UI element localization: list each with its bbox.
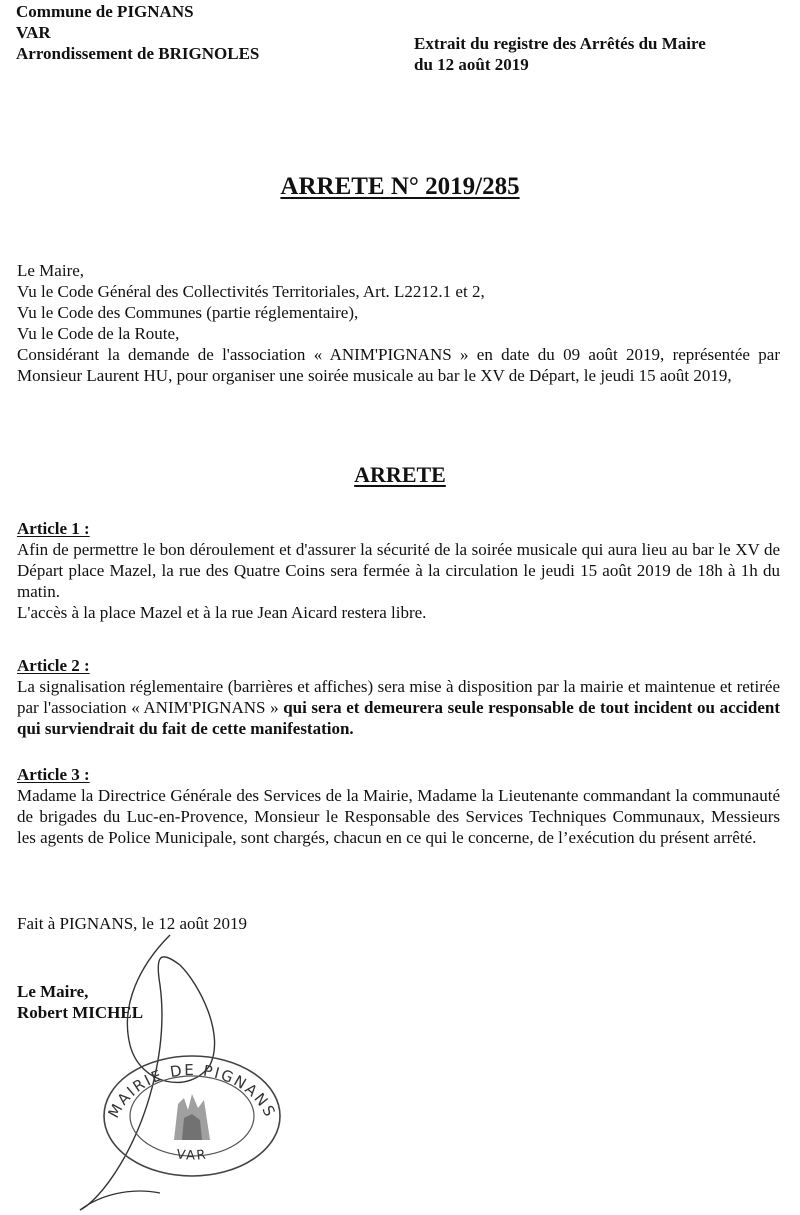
extract-line-1: Extrait du registre des Arrêtés du Maire bbox=[414, 34, 706, 53]
article-3 bbox=[17, 764, 780, 848]
extract-line-2: du 12 août 2019 bbox=[414, 55, 529, 74]
preamble-line-3: Vu le Code des Communes (partie réglementaire), bbox=[17, 303, 359, 322]
article-2-text-bold: qui sera et demeurera seule responsable de tout incident ou accident qui surviendrait du fait de cette manifestation. bbox=[17, 698, 780, 738]
article-2-text-plain: La signalisation réglementaire (barrières et affiches) sera mise à disposition par la mairie et maintenue et retirée par l'association « ANIM'PIGNANS » bbox=[17, 677, 780, 717]
svg-text:VAR bbox=[176, 1147, 209, 1163]
stamp-top-text: MAIRIE DE PIGNANS bbox=[104, 1060, 280, 1121]
preamble-line-4: Vu le Code de la Route, bbox=[17, 324, 180, 343]
preamble bbox=[17, 260, 780, 386]
article-3-title: Article 3 : bbox=[17, 765, 90, 784]
article-1 bbox=[17, 518, 780, 623]
preamble-considering: Considérant la demande de l'association « ANIM'PIGNANS » en date du 09 août 2019, représentée par Monsieur Laurent HU, pour organiser une soirée musicale au bar le XV de Départ, le jeudi 15 août 2019, bbox=[17, 345, 780, 385]
article-2-text bbox=[17, 676, 780, 739]
commune-name: Commune de PIGNANS bbox=[16, 2, 194, 21]
preamble-line-2: Vu le Code Général des Collectivités Territoriales, Art. L2212.1 et 2, bbox=[17, 282, 485, 301]
article-3-text: Madame la Directrice Générale des Services de la Mairie, Madame la Lieutenante commandant la communauté de brigades du Luc-en-Provence, Monsieur le Responsable des Services Techniques Communaux, Messieurs les agents de Police Municipale, sont chargés, chacun en ce qui le concerne, de l’exécution du présent arrêté. bbox=[17, 786, 780, 847]
article-1-text: Afin de permettre le bon déroulement et d'assurer la sécurité de la soirée musicale qui aura lieu au bar le XV de Départ place Mazel, la rue des Quatre Coins sera fermée à la circulation le jeudi 15 août 2019 de 18h à 1h du matin. bbox=[17, 540, 780, 601]
register-extract-header bbox=[414, 33, 706, 75]
article-2 bbox=[17, 655, 780, 739]
preamble-line-1: Le Maire, bbox=[17, 261, 85, 280]
section-heading bbox=[0, 462, 800, 488]
stamp-bottom-text: VAR bbox=[175, 1147, 209, 1164]
commune-header bbox=[16, 1, 259, 64]
article-1-title: Article 1 : bbox=[17, 519, 90, 538]
mairie-stamp bbox=[92, 1028, 292, 1178]
signer-name: Robert MICHEL bbox=[17, 1003, 144, 1022]
article-1-text-2: L'accès à la place Mazel et à la rue Jean Aicard restera libre. bbox=[17, 603, 427, 622]
article-2-title: Article 2 : bbox=[17, 656, 90, 675]
section-heading-text: ARRETE bbox=[354, 462, 446, 487]
done-at-line: Fait à PIGNANS, le 12 août 2019 bbox=[17, 914, 247, 933]
signer-title: Le Maire, bbox=[17, 982, 89, 1001]
arrondissement-name: Arrondissement de BRIGNOLES bbox=[16, 44, 260, 63]
decree-title-text: ARRETE N° 2019/285 bbox=[280, 173, 520, 200]
department-name: VAR bbox=[16, 23, 51, 42]
decree-title bbox=[0, 173, 800, 201]
